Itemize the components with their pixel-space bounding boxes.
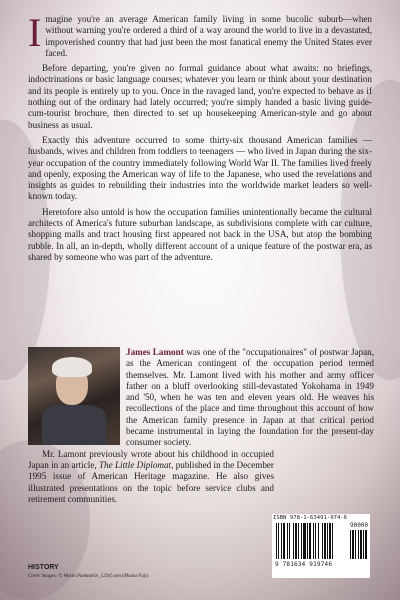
- author-bio-paragraph-1: James Lamont was one of the "occupationaires" of postwar Japan, as the American contingent of the occupation period termed themselves. Mr. Lamont lived with his mother and army officer father on a bluff overlooking still-devastated Yokohama in 1949 and '50, when he was ten and eleven years old. He weaves his recollections of the place and time throughout this account of how the American family presence in Japan at that critical period became instrumental in laying the foundation for the present-day consumer society.: [126, 347, 374, 448]
- author-bio: [28, 347, 374, 505]
- barcode-number: 9 781634 919746: [275, 561, 333, 568]
- back-cover-blurb: [28, 10, 372, 263]
- author-photo: [28, 347, 120, 445]
- intro-paragraph-4: Heretofore also untold is how the occupation families unintentionally became the cultural architects of America's future suburban landscape, as subdivisions complete with car culture, shopping malls and tract housing first appeared not back in the USA, but atop the bombing rubble. In all, an in-depth, wholly different account of a unique feature of the postwar era, as shared by someone who was part of the adventure.: [28, 206, 372, 262]
- author-name: James Lamont: [126, 347, 184, 357]
- isbn-label: ISBN 978-1-63491-974-6: [273, 515, 348, 521]
- category-label: HISTORY: [28, 564, 59, 571]
- author-bio-paragraph-2: Mr. Lamont previously wrote about his childhood in occupied Japan in an article, The Little Diplomat, published in the December 1995 issue of American Heritage magazine. He also gives illustrated presentations on the topic before service clubs and retirement communities.: [28, 448, 274, 504]
- barcode-bars: [276, 523, 346, 559]
- intro-paragraph-3: Exactly this adventure occurred to some thirty-six thousand American families — husbands, wives and children from toddlers to teenagers — who lived in Japan during the six-year occupation of the country immediately following World War II. The families lived freely and openly, exposing the American way of life to the Japanese, who used the revelations and insights as guides to rebuilding their industries into the worldwide market leaders so well-known today.: [28, 134, 372, 202]
- intro-paragraph-2: Before departing, you're given no formal guidance about what awaits: no briefings, indoctrinations or basic language courses; whatever you learn or think about your destination and its people is entirely up to you. Once in the ravaged land, you're expected to behave as if nothing out of the ordinary had lately occurred; you're simply handed a basic living guide-cum-tourist brochure, then directed to set up housekeeping American-style and go about business as usual.: [28, 63, 372, 130]
- image-credits: Cover images: © Wasin Pummarin_123rf.com (Mount Fuji): [28, 574, 149, 579]
- drop-cap: I: [28, 10, 42, 55]
- intro-paragraph-1: Imagine you're an average American family living in some bucolic suburb—when without warning you're ordered a third of a way around the world to live in a devastated, impoverished country that had just been the most fanatical enemy the United States ever faced.: [28, 10, 372, 58]
- price-barcode-bars: [350, 530, 368, 559]
- price-code: 90000: [350, 522, 369, 529]
- article-title: The Little Diplomat: [98, 459, 172, 470]
